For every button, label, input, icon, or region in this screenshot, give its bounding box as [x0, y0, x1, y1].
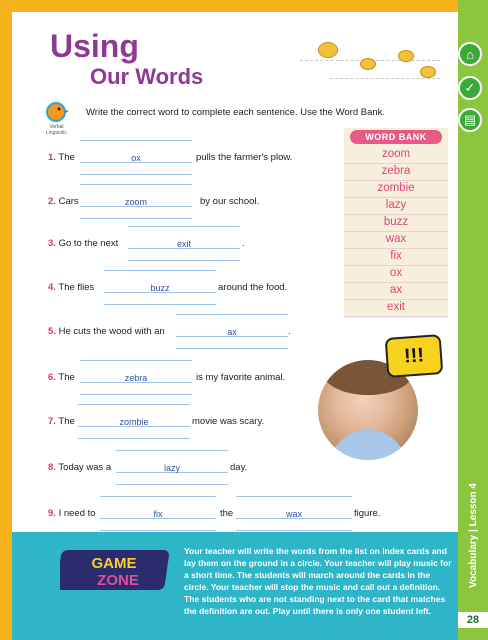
sentence-text: The: [58, 372, 75, 383]
photo-shirt: [328, 430, 408, 460]
page-subtitle: Our Words: [90, 64, 204, 89]
word-bank-item: zebra: [344, 163, 448, 181]
word-bank-item: exit: [344, 299, 448, 317]
sentence-text: Go to the next: [58, 238, 119, 249]
sentence-5: [48, 326, 165, 337]
checkmark-icon: ✓: [464, 80, 476, 95]
bird-icon: [44, 100, 70, 122]
sentence-text: figure.: [354, 508, 381, 519]
sentence-text: around the food.: [218, 282, 288, 293]
writing-line: [78, 438, 190, 439]
game-zone-text: Your teacher will write the words from the list on index cards and lay them on the ground in a circle. Your teacher will play music for a short time. The students will march around the cards in the circle. Your teacher will stop the music and call out a definition. The students who are not standing next to the card that matches the definition are out. Play until there is only one student left.: [184, 546, 452, 616]
writing-line: [104, 270, 216, 271]
sentence-text: Cars: [58, 196, 79, 207]
instructions: Write the correct word to complete each sentence. Use the Word Bank.: [86, 107, 386, 118]
sentence-number: 1.: [48, 152, 56, 163]
writing-line: [236, 530, 352, 531]
game-zone-logo-line2: ZONE: [97, 572, 139, 589]
answer-field[interactable]: zebra: [124, 373, 148, 383]
answer-field[interactable]: zoom: [124, 197, 147, 207]
book-button[interactable]: [458, 108, 482, 132]
sentence-text: the: [220, 508, 234, 519]
sentence-text: .: [288, 326, 291, 337]
word-bank-item: fix: [344, 248, 448, 266]
skill-label: [46, 124, 67, 136]
sentence-text: The: [58, 152, 75, 163]
answer-field[interactable]: wax: [285, 509, 302, 519]
lesson-label: [458, 460, 488, 610]
sentence-number: 6.: [48, 372, 56, 383]
writing-line: [80, 360, 192, 361]
word-bank-item: buzz: [344, 214, 448, 232]
speech-bubble: !!!: [385, 334, 444, 378]
writing-line: [236, 496, 352, 497]
writing-line: [80, 174, 192, 175]
writing-line: [176, 348, 288, 349]
sentence-text: is my favorite animal.: [196, 372, 286, 383]
home-icon: ⌂: [466, 46, 474, 62]
sentence-2: [48, 196, 79, 207]
sentence-text: The flies: [58, 282, 95, 293]
writing-line: [176, 314, 288, 315]
word-bank-title: WORD BANK: [350, 130, 442, 144]
sentence-number: 8.: [48, 462, 56, 473]
bee-trail: [330, 78, 440, 79]
writing-line: [78, 404, 190, 405]
sentence-6: [48, 372, 75, 383]
sentence-number: 3.: [48, 238, 56, 249]
sentence-text: Today was a: [58, 462, 112, 473]
answer-field[interactable]: ox: [131, 153, 141, 163]
word-bank-item: wax: [344, 231, 448, 249]
sentence-text: by our school.: [200, 196, 260, 207]
check-button[interactable]: [458, 76, 482, 100]
sentence-text: movie was scary.: [192, 416, 265, 427]
writing-line: [100, 530, 216, 531]
skill-line2: Linguistic: [46, 130, 67, 136]
word-bank-item: zoom: [344, 146, 448, 164]
writing-line: [100, 496, 216, 497]
sentence-text: The: [58, 416, 75, 427]
page-title: Using: [50, 28, 139, 64]
answer-field[interactable]: buzz: [150, 283, 170, 293]
sentence-9: [48, 508, 96, 519]
sentence-text: day.: [230, 462, 248, 473]
writing-line: [80, 218, 192, 219]
sentence-8: [48, 462, 111, 473]
writing-line: [80, 140, 192, 141]
sentence-text: .: [242, 238, 245, 249]
game-zone-logo-line1: GAME: [91, 555, 137, 572]
sentence-number: 9.: [48, 508, 56, 519]
answer-field[interactable]: lazy: [163, 463, 180, 473]
game-zone-logo: [60, 548, 172, 592]
answer-field[interactable]: fix: [153, 509, 163, 519]
bee-icon: [398, 50, 414, 62]
sentence-text: I need to: [58, 508, 96, 519]
sentence-3: [48, 238, 118, 249]
sentence-number: 7.: [48, 416, 56, 427]
word-bank-item: lazy: [344, 197, 448, 215]
sentence-4: [48, 282, 94, 293]
sentence-number: 2.: [48, 196, 56, 207]
word-bank-item: ax: [344, 282, 448, 300]
top-border: [0, 0, 488, 12]
sentence-number: 4.: [48, 282, 56, 293]
bee-icon: [420, 66, 436, 78]
page-number: 28: [458, 612, 488, 628]
lesson-label-text: Vocabulary | Lesson 4: [467, 482, 479, 588]
bee-icon: [360, 58, 376, 70]
home-button[interactable]: [458, 42, 482, 66]
writing-line: [116, 484, 228, 485]
book-icon: ▤: [463, 112, 477, 127]
word-bank-item: ox: [344, 265, 448, 283]
writing-line: [104, 304, 216, 305]
writing-line: [128, 226, 240, 227]
sentence-text: pulls the farmer's plow.: [196, 152, 293, 163]
answer-field[interactable]: zombie: [119, 417, 149, 427]
writing-line: [128, 260, 240, 261]
writing-line: [80, 394, 192, 395]
answer-field[interactable]: ax: [227, 327, 237, 337]
sentence-7: [48, 416, 75, 427]
word-bank-item: zombie: [344, 180, 448, 198]
sentence-number: 5.: [48, 326, 56, 337]
writing-line: [116, 450, 228, 451]
left-border: [0, 0, 12, 640]
sentence-1: [48, 152, 75, 163]
skill-line1: Verbal: [49, 124, 64, 130]
writing-line: [80, 184, 192, 185]
answer-field[interactable]: exit: [176, 239, 191, 249]
sentence-text: He cuts the wood with an: [58, 326, 165, 337]
bee-icon: [318, 42, 338, 58]
